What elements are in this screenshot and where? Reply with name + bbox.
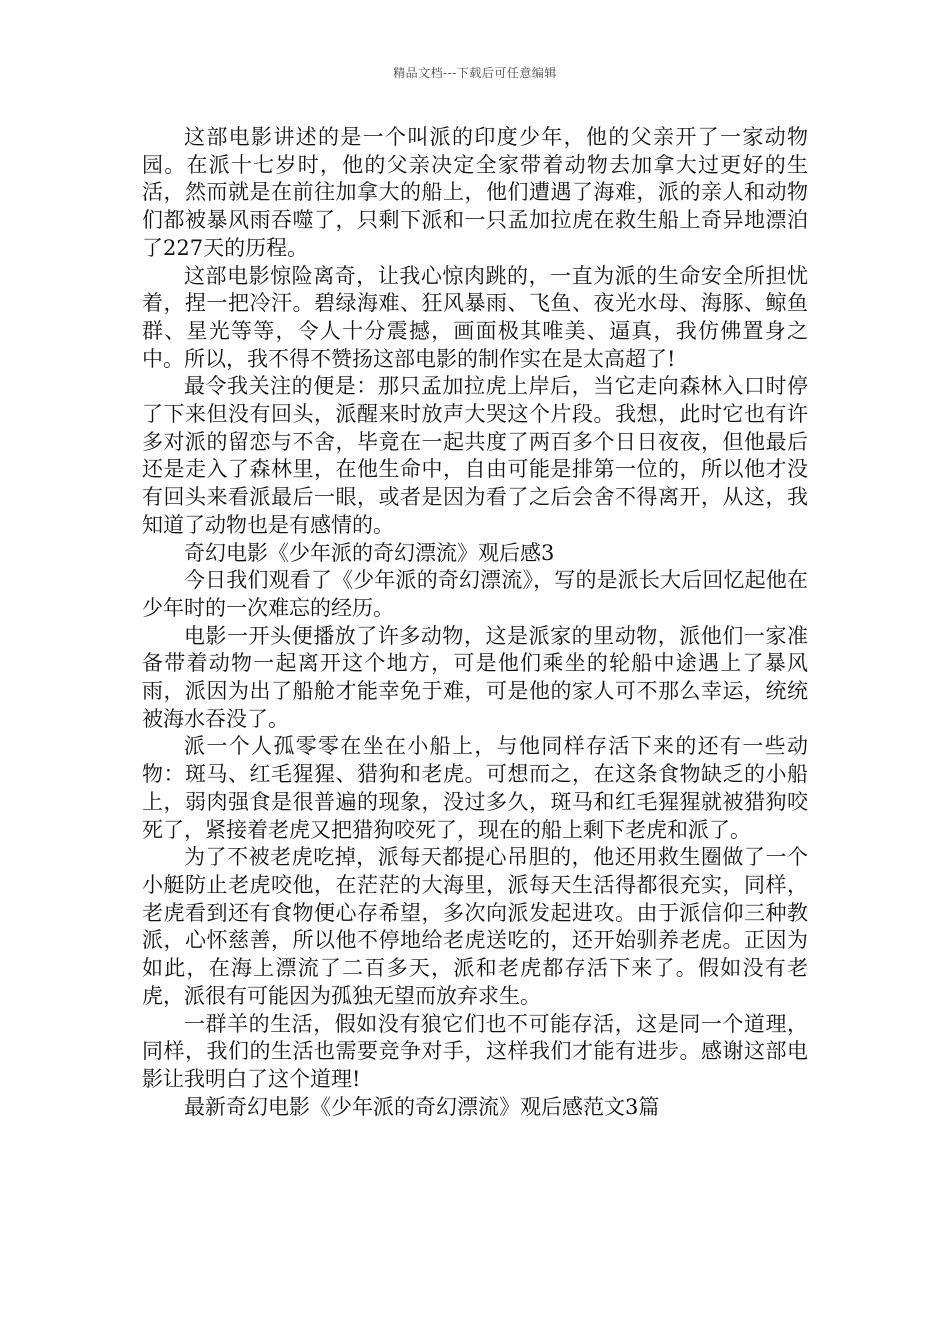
paragraph-7: 为了不被老虎吃掉，派每天都提心吊胆的，他还用救生圈做了一个小艇防止老虎咬他，在茫茫的大海里，派每天生活得都很充实，同样，老虎看到还有食物便心存希望，多次向派发起进攻。由于派信仰三种教派，心怀慈善，所以他不停地给老虎送吃的，还开始驯养老虎。正因为如此，在海上漂流了二百多天，派和老虎都存活下来了。假如没有老虎，派很有可能因为孤独无望而放弃求生。 [142, 845, 808, 1008]
page-header: 精品文档---下载后可任意编辑 [393, 66, 557, 80]
paragraph-5: 电影一开头便播放了许多动物，这是派家的里动物，派他们一家准备带着动物一起离开这个地方，可是他们乘坐的轮船中途遇上了暴风雨，派因为出了船舱才能幸免于难，可是他的家人可不那么幸运，统统被海水吞没了。 [142, 623, 808, 731]
paragraph-2: 这部电影惊险离奇，让我心惊肉跳的，一直为派的生命安全所担忧着，捏一把冷汗。碧绿海难、狂风暴雨、飞鱼、夜光水母、海豚、鲸鱼群、星光等等，令人十分震撼，画面极其唯美、逼真，我仿佛置身之中。所以，我不得不赞扬这部电影的制作实在是太高超了! [142, 263, 808, 371]
closing-title: 最新奇幻电影《少年派的奇幻漂流》观后感范文3篇 [184, 1094, 660, 1119]
paragraph-6: 派一个人孤零零在坐在小船上，与他同样存活下来的还有一些动物：斑马、红毛猩猩、猎狗和老虎。可想而之，在这条食物缺乏的小船上，弱肉强食是很普遍的现象，没过多久，斑马和红毛猩猩就被猎狗咬死了，紧接着老虎又把猎狗咬死了，现在的船上剩下老虎和派了。 [142, 734, 808, 842]
paragraph-1: 这部电影讲述的是一个叫派的印度少年，他的父亲开了一家动物园。在派十七岁时，他的父亲决定全家带着动物去加拿大过更好的生活，然而就是在前往加拿大的船上，他们遭遇了海难，派的亲人和动物们都被暴风雨吞噬了，只剩下派和一只孟加拉虎在救生船上奇异地漂泊了227天的历程。 [142, 125, 808, 260]
section-heading-3: 奇幻电影《少年派的奇幻漂流》观后感3 [184, 540, 555, 565]
paragraph-3: 最令我关注的便是：那只孟加拉虎上岸后，当它走向森林入口时停了下来但没有回头，派醒来时放声大哭这个片段。我想，此时它也有许多对派的留恋与不舍，毕竟在一起共度了两百多个日日夜夜，但他最后还是走入了森林里，在他生命中，自由可能是排第一位的，所以他才没有回头来看派最后一眼，或者是因为看了之后会舍不得离开，从这，我知道了动物也是有感情的。 [142, 374, 808, 537]
document-body [142, 124, 808, 1121]
paragraph-8: 一群羊的生活，假如没有狼它们也不可能存活，这是同一个道理，同样，我们的生活也需要竞争对手，这样我们才能有进步。感谢这部电影让我明白了这个道理! [142, 1011, 808, 1091]
paragraph-4: 今日我们观看了《少年派的奇幻漂流》，写的是派长大后回忆起他在少年时的一次难忘的经历。 [142, 568, 808, 620]
